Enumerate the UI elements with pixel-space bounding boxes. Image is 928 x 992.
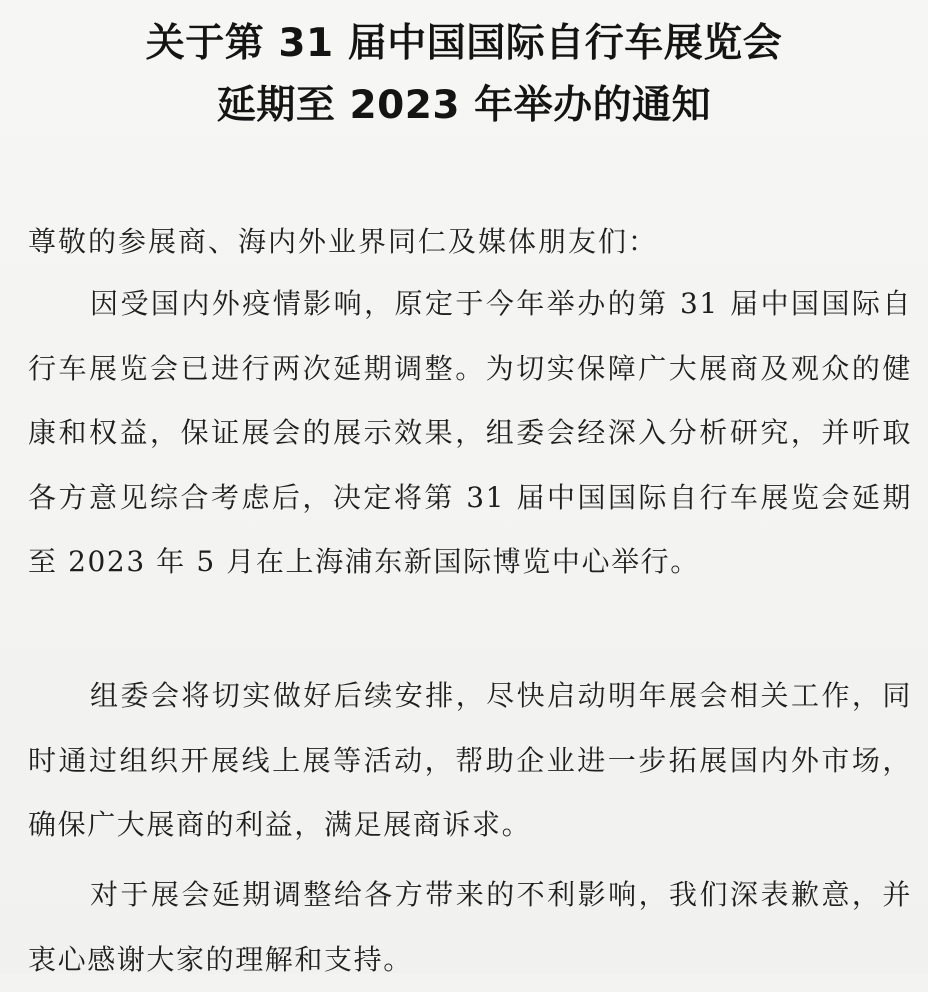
notice-title-line-2: 延期至 2023 年举办的通知 — [216, 83, 712, 128]
notice-title-line-1: 关于第 31 届中国国际自行车展览会 — [145, 21, 783, 66]
notice-paragraph-2: 组委会将切实做好后续安排，尽快启动明年展会相关工作，同时通过组织开展线上展等活动，帮助企业进一步拓展国内外市场，确保广大展商的利益，满足展商诉求。 — [28, 679, 912, 841]
notice-greeting: 尊敬的参展商、海内外业界同仁及媒体朋友们： — [28, 225, 659, 258]
notice-paragraph-3: 对于展会延期调整给各方带来的不利影响，我们深表歉意，并衷心感谢大家的理解和支持。 — [28, 878, 912, 976]
notice-paragraph-1: 因受国内外疫情影响，原定于今年举办的第 31 届中国国际自行车展览会已进行两次延期调整。为切实保障广大展商及观众的健康和权益，保证展会的展示效果，组委会经深入分析研究，并听取各方意见综合考虑后，决定将第 31 届中国国际自行车展览会延期至 2023 年 5 月在上海浦东新国际博览中心举行。 — [28, 287, 912, 578]
